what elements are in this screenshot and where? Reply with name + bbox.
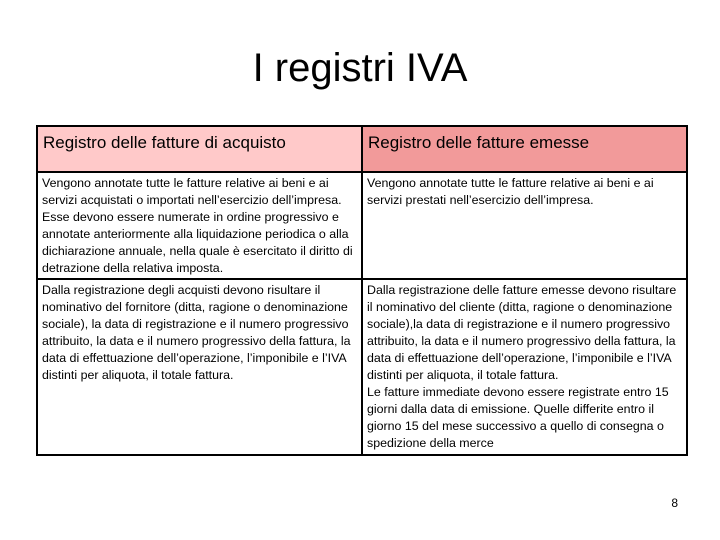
cell-acquisto-registrazione (37, 279, 362, 454)
slide-title: I registri IVA (252, 46, 468, 90)
registri-table (36, 125, 688, 456)
cell-text: Vengono annotate tutte le fatture relative ai beni e ai servizi acquistati o importati nell’esercizio dell’impresa. Esse devono essere numerate in ordine progressivo e annotate anteriormente alla liquidazione periodica o alla dichiarazione annuale, nella quale è esercitato il diritto di detrazione della relativa imposta. (42, 176, 353, 275)
cell-text: Vengono annotate tutte le fatture relative ai beni e ai servizi prestati nell’esercizio dell’impresa. (367, 176, 654, 207)
cell-acquisto-annotazione (37, 172, 362, 279)
cell-emesse-registrazione (362, 279, 687, 454)
table-row (37, 279, 687, 454)
table-header-row (37, 126, 687, 172)
cell-text: Dalla registrazione degli acquisti devono risultare il nominativo del fornitore (ditta, ragione o denominazione sociale), la data di registrazione e il numero progressivo attribuito, la data e il numero progressivo della fattura, la data di effettuazione dell’operazione, l’imponibile e l’IVA distinti per aliquota, il totale fattura. (42, 283, 351, 382)
header-acquisto: Registro delle fatture di acquisto (37, 126, 362, 172)
table-row (37, 172, 687, 279)
cell-text: Dalla registrazione delle fatture emesse devono risultare il nominativo del cliente (ditta, ragione o denominazione sociale),la data di registrazione e il numero progressivo attribuito, la data e il numero progressivo della fattura, la data di effettuazione dell’operazione, l’imponibile e l’IVA distinti per aliquota, il totale fattura. (367, 283, 677, 382)
cell-emesse-annotazione (362, 172, 687, 279)
cell-text-extra: Le fatture immediate devono essere registrate entro 15 giorni dalla data di emissione. Quelle differite entro il giorno 15 del mese successivo a quello di consegna o spedizione della merce (367, 384, 669, 450)
header-emesse: Registro delle fatture emesse (362, 126, 687, 172)
page-number: 8 (671, 496, 678, 510)
